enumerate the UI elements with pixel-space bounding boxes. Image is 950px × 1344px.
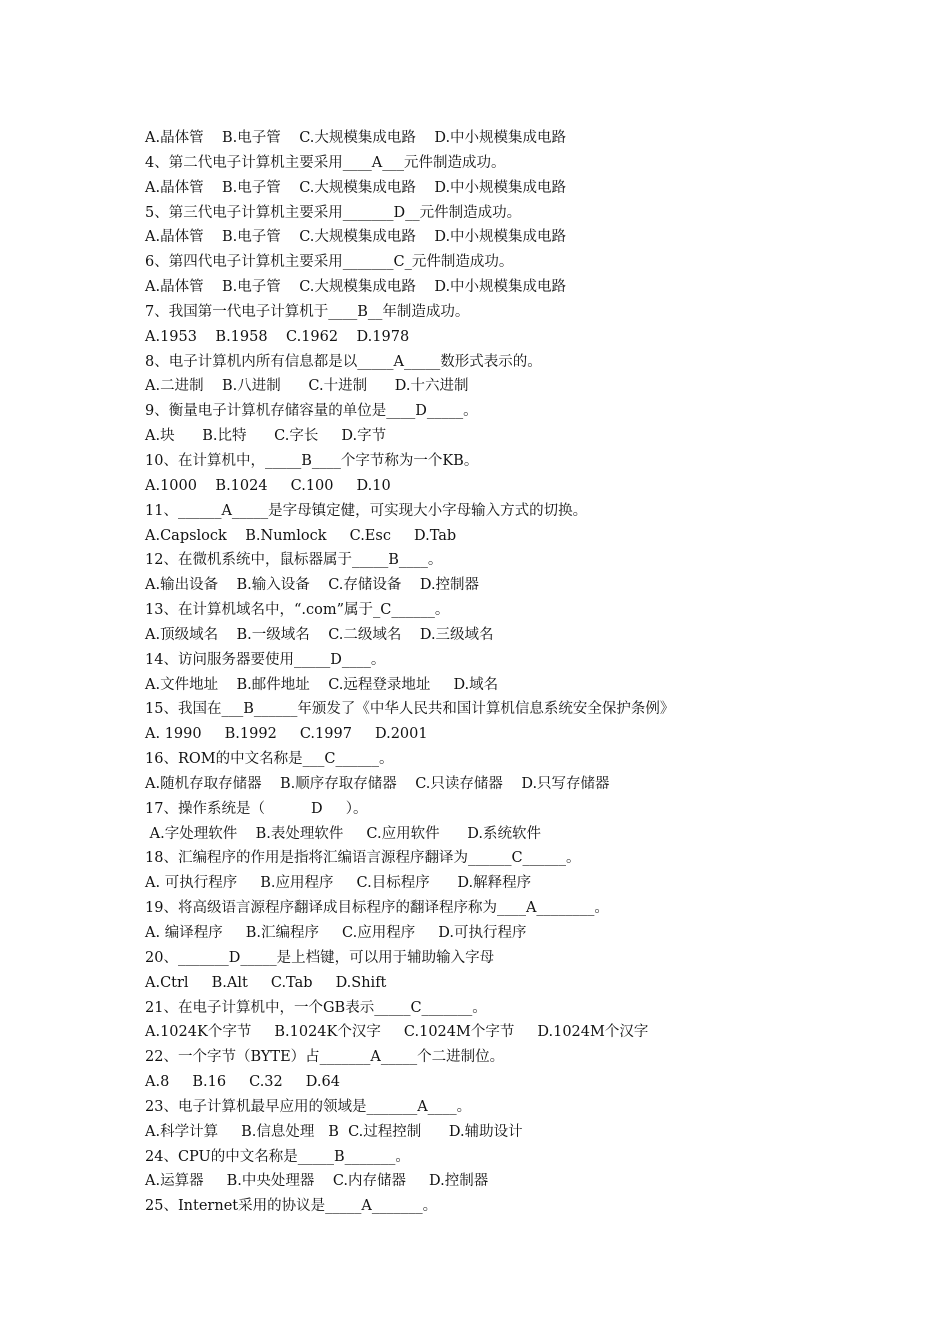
question-24: 24、CPU的中文名称是_____B_______。 xyxy=(145,1148,410,1165)
question-4: 4、第二代电子计算机主要采用____A___元件制造成功。 xyxy=(145,154,506,171)
options-line: A.二进制 B.八进制 C.十进制 D.十六进制 xyxy=(145,378,469,395)
options-line: A.字处理软件 B.表处理软件 C.应用软件 D.系统软件 xyxy=(145,825,541,842)
options-line: A.科学计算 B.信息处理 B C.过程控制 D.辅助设计 xyxy=(145,1123,523,1140)
question-16: 16、ROM的中文名称是___C______。 xyxy=(145,751,394,768)
options-line: A.1024K个字节 B.1024K个汉字 C.1024M个字节 D.1024M个汉字 xyxy=(145,1024,649,1041)
question-25: 25、Internet采用的协议是_____A_______。 xyxy=(145,1198,438,1215)
question-19: 19、将高级语言源程序翻译成目标程序的翻译程序称为____A________。 xyxy=(145,900,609,917)
options-line: A.文件地址 B.邮件地址 C.远程登录地址 D.域名 xyxy=(145,676,499,693)
question-13: 13、在计算机域名中，“.com”属于_C______。 xyxy=(145,602,450,619)
question-list xyxy=(145,126,845,1219)
question-17: 17、操作系统是（ D ）。 xyxy=(145,800,368,817)
question-15: 15、我国在___B______年颁发了《中华人民共和国计算机信息系统安全保护条例》 xyxy=(145,701,675,718)
options-line: A.晶体管 B.电子管 C.大规模集成电路 D.中小规模集成电路 xyxy=(145,279,567,296)
question-10: 10、在计算机中，_____B____个字节称为一个KB。 xyxy=(145,452,479,469)
question-11: 11、______A_____是字母镇定健，可实现大小字母输入方式的切换。 xyxy=(145,502,588,519)
options-line: A. 编译程序 B.汇编程序 C.应用程序 D.可执行程序 xyxy=(145,925,527,941)
options-line: A.Capslock B.Numlock C.Esc D.Tab xyxy=(145,527,457,544)
question-21: 21、在电子计算机中，一个GB表示_____C_______。 xyxy=(145,999,487,1016)
options-line: A.1000 B.1024 C.100 D.10 xyxy=(145,477,391,494)
options-line: A.晶体管 B.电子管 C.大规模集成电路 D.中小规模集成电路 xyxy=(145,130,567,146)
options-line: A.运算器 B.中央处理器 C.内存储器 D.控制器 xyxy=(145,1173,489,1190)
options-line: A.晶体管 B.电子管 C.大规模集成电路 D.中小规模集成电路 xyxy=(145,229,567,246)
options-line: A.8 B.16 C.32 D.64 xyxy=(145,1074,340,1091)
question-9: 9、衡量电子计算机存储容量的单位是____D_____。 xyxy=(145,403,478,420)
options-line: A.随机存取存储器 B.顺序存取存储器 C.只读存储器 D.只写存储器 xyxy=(145,775,610,792)
options-line: A.输出设备 B.输入设备 C.存储设备 D.控制器 xyxy=(145,577,480,594)
options-line: A.晶体管 B.电子管 C.大规模集成电路 D.中小规模集成电路 xyxy=(145,179,567,196)
options-line: A. 可执行程序 B.应用程序 C.目标程序 D.解释程序 xyxy=(145,875,532,892)
question-18: 18、汇编程序的作用是指将汇编语言源程序翻译为______C______。 xyxy=(145,850,581,867)
question-14: 14、访问服务器要使用_____D____。 xyxy=(145,651,386,668)
question-22: 22、一个字节（BYTE）占_______A_____个二进制位。 xyxy=(145,1049,505,1066)
options-line: A.Ctrl B.Alt C.Tab D.Shift xyxy=(145,974,387,991)
question-12: 12、在微机系统中，鼠标器属于_____B____。 xyxy=(145,552,443,569)
question-7: 7、我国第一代电子计算机于____B__年制造成功。 xyxy=(145,303,470,320)
options-line: A.块 B.比特 C.字长 D.字节 xyxy=(145,428,387,445)
options-line: A.1953 B.1958 C.1962 D.1978 xyxy=(145,328,410,345)
question-8: 8、电子计算机内所有信息都是以_____A_____数形式表示的。 xyxy=(145,353,542,370)
options-line: A.顶级域名 B.一级域名 C.二级域名 D.三级域名 xyxy=(145,626,494,643)
question-5: 5、第三代电子计算机主要采用_______D__元件制造成功。 xyxy=(145,204,522,221)
options-line: A. 1990 B.1992 C.1997 D.2001 xyxy=(145,726,428,743)
question-6: 6、第四代电子计算机主要采用_______C_元件制造成功。 xyxy=(145,254,514,271)
question-23: 23、电子计算机最早应用的领域是_______A____。 xyxy=(145,1098,472,1115)
question-20: 20、_______D_____是上档键，可以用于辅助输入字母 xyxy=(145,949,495,966)
